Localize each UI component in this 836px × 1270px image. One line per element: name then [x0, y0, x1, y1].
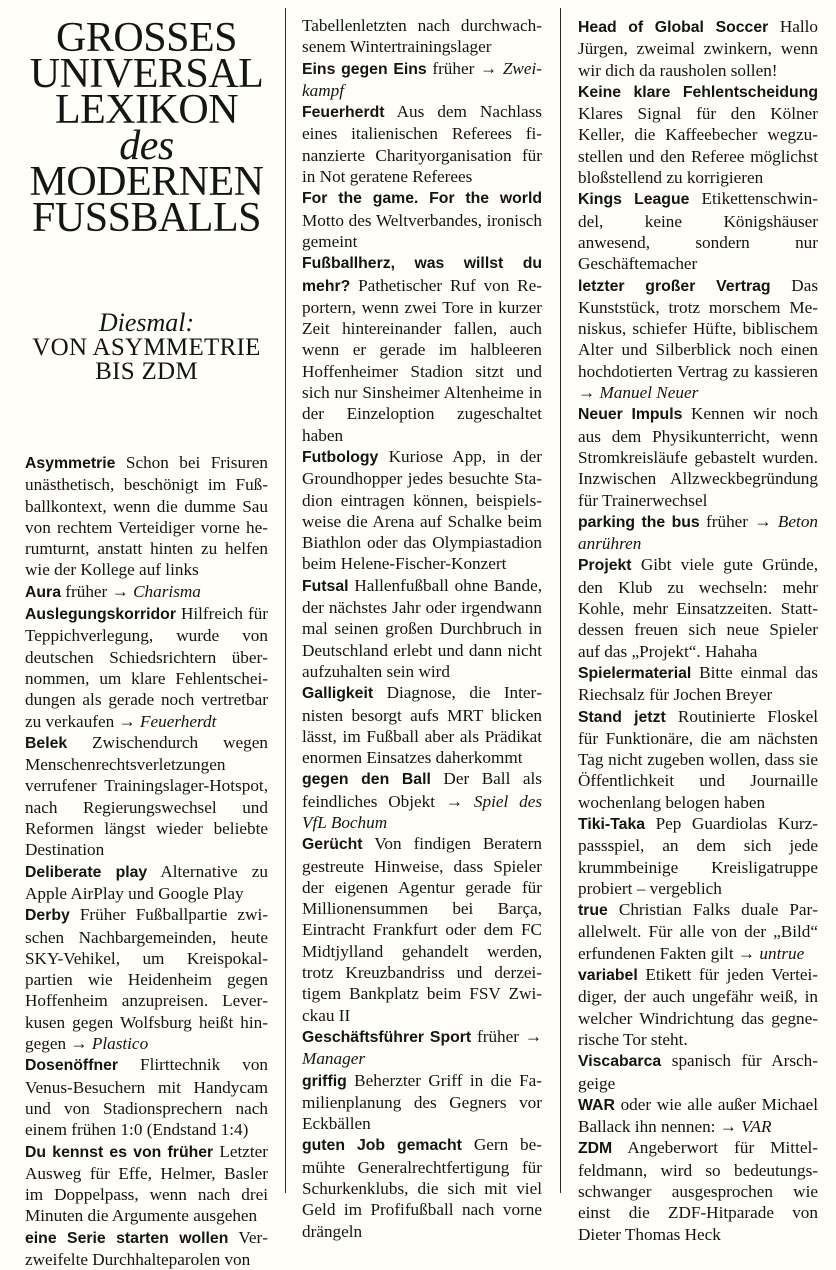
entry-term: Dosenöffner	[25, 1057, 119, 1075]
entry-term: Feuerherdt	[302, 104, 385, 122]
lexicon-entry	[578, 964, 818, 1050]
entry-definition: Hallenfußball ohne Bande, der nächstes Jahr oder irgendwann mal seinen großen Durchbruch in Deutschland erlebt und dann nicht aufzuhalten sein wird	[302, 575, 542, 681]
lexicon-entry	[25, 861, 268, 905]
entry-term: variabel	[578, 967, 638, 985]
see-also-arrow: →	[719, 1117, 737, 1137]
entry-term: Auslegungskorridor	[25, 606, 176, 624]
lexicon-entry	[578, 706, 818, 813]
masthead-line: MODERNEN	[29, 159, 264, 205]
entry-term: Eins gegen Eins	[302, 60, 427, 78]
lexicon-entry	[578, 275, 818, 404]
entry-definition: Alternative zu Apple AirPlay und Google Play	[25, 861, 268, 903]
cross-reference: Beton anrühren	[578, 511, 819, 554]
entry-definition: Beherzter Griff in die Familienplanung des Gegners vor Eckbällen	[302, 1070, 542, 1134]
lexicon-entry	[25, 1141, 268, 1227]
lexicon-entry	[25, 904, 268, 1054]
entry-list	[25, 452, 268, 1270]
entry-term: Derby	[25, 907, 70, 925]
entry-term: Galligkeit	[302, 685, 374, 703]
entry-term: Projekt	[578, 557, 632, 575]
cross-reference: Plastico	[91, 1034, 149, 1054]
cross-reference: Feuerherdt	[140, 711, 217, 731]
entry-list	[302, 0, 542, 1242]
subtitle-line: VON ASYMMETRIE	[32, 334, 261, 361]
masthead-line: UNIVERSAL	[29, 51, 264, 97]
edition-subtitle	[25, 310, 268, 384]
lexicon-entry	[578, 403, 818, 510]
entry-term: Futbology	[302, 448, 379, 466]
entry-definition: früher	[65, 581, 108, 601]
entry-definition: Bitte einmal das Riechsalz für Jochen Breyer	[578, 662, 818, 705]
entry-definition: Gibt viele gute Gründe, den Klub zu wechseln: mehr Kohle, mehr Einsatzzeiten. Stattdessen freuen sich neue Spieler auf das „Projekt“. Hahaha	[578, 555, 818, 661]
lexicon-entry	[578, 1094, 818, 1138]
lexicon-entry	[302, 682, 542, 768]
entry-definition: Der Ball als feindliches Objekt	[302, 769, 542, 811]
entry-term: Tiki-Taka	[578, 815, 646, 833]
cross-reference: Spiel des VfL Bochum	[302, 791, 543, 832]
entry-term: Neuer Impuls	[578, 406, 683, 424]
see-also-arrow: →	[445, 791, 464, 811]
entry-definition: Kuriose App, in der Groundhopper jedes besuchte Stadion eintragen können, beispielsweise die Arena auf Schalke beim Biathlon oder das Olympiastadion beim Helene-Fischer-Konzert	[302, 446, 542, 574]
entry-definition: Gern bemühte Generalrechtfertigung für Schurkenklubs, die sich mit viel Geld im Profifußball nach vorne drängeln	[302, 1135, 542, 1241]
entry-definition: Flirttechnik von Venus-Besuchern mit Handycam und von Stadionsprechern nach einem frühen 1:0 (Endstand 1:4)	[25, 1055, 269, 1140]
lexicon-entry	[578, 511, 818, 555]
entry-definition: Routinierte Floskel für Funktionäre, die am nächsten Tag nicht zugeben wollen, dass sie Öffentlichkeit und Journaille wochenlang belogen haben	[578, 706, 818, 812]
see-also-arrow: →	[737, 943, 756, 963]
entry-term: ZDM	[578, 1140, 613, 1158]
see-also-arrow: →	[70, 1034, 88, 1054]
entry-term: Stand jetzt	[578, 708, 666, 726]
see-also-arrow: →	[754, 511, 772, 531]
entry-definition: Kennen wir noch aus dem Physikunterricht, wenn Stromkreisläufe gebastelt wurden. Inzwischen Allzweckbegründung für Trainerwechsel	[578, 404, 818, 510]
entry-term: Fußballherz, was willst du mehr?	[302, 255, 542, 295]
lexicon-entry	[578, 188, 818, 274]
entry-definition: Motto des Weltverbandes, ironisch gemeint	[302, 210, 542, 251]
entry-definition: früher	[477, 1026, 519, 1046]
lexicon-entry	[25, 1054, 268, 1140]
entry-definition: Christian Falks duale Parallelwelt. Für alle von der „Bild“ erfundenen Fakten gilt	[578, 900, 818, 963]
lexicon-entry	[302, 58, 542, 102]
masthead-line: GROSSES	[56, 15, 237, 61]
entry-definition: spanisch für Arschgeige	[578, 1051, 818, 1093]
entry-term: Kings League	[578, 191, 690, 209]
entry-definition: Etikettenschwindel, keine Königshäuser anwesend, sondern nur Geschäftemacher	[578, 189, 819, 274]
subtitle-line: BIS ZDM	[95, 358, 198, 385]
entry-term: Gerücht	[302, 836, 363, 854]
entry-definition: Pathetischer Ruf von Reportern, wenn zwei Tore in kurzer Zeit hintereinander fallen, auch wenn er gerade im halbleeren Hoffenheimer Stadion sitzt und sich nur Sinsheimer Altenheime in der Einzeloption zugeschaltet haben	[302, 275, 543, 445]
column-3	[578, 0, 818, 1245]
entry-definition: Angeberwort für Mittelfeldmann, wird so bedeutungsschwanger ausgesprochen wie einst die ZDF-Hitparade von Dieter Thomas Heck	[578, 1138, 818, 1244]
cross-reference: Charisma	[133, 581, 201, 601]
entry-definition: Etikett für jeden Verteidiger, der auch ungefähr weiß, in welcher Windrichtung das gegnerische Tor steht.	[578, 965, 819, 1049]
entry-term: Keine klare Fehlentscheidung	[578, 83, 818, 101]
lexicon-entry	[578, 81, 818, 188]
entry-definition: Pep Guardiolas Kurzpassspiel, an dem sich jede krummbeinige Kreisligatruppe probiert – vergeblich	[578, 813, 818, 898]
entry-term: Viscabarca	[578, 1053, 662, 1071]
lexicon-entry	[302, 15, 542, 58]
entry-term: griffig	[302, 1072, 347, 1090]
lexicon-entry	[578, 899, 818, 964]
see-also-arrow: →	[578, 383, 596, 403]
entry-term: Spielermaterial	[578, 664, 692, 682]
lexicon-entry	[578, 662, 818, 706]
entry-definition: früher	[706, 511, 749, 531]
cross-reference: Zweikampf	[302, 58, 542, 100]
entry-definition: Zwischendurch wegen Menschenrechtsverletzungen verrufener Trainingslager-Hotspot, nach Regierungswechsel und Reformen längst wieder beliebte Destination	[25, 732, 268, 860]
entry-term: Head of Global Soccer	[578, 19, 769, 36]
lexicon-entry	[25, 1227, 268, 1270]
entry-definition: Schon bei Frisuren unästhetisch, beschönigt im Fußballkontext, wenn die dumme Sau von rechtem Verteidiger vorne herumturnt, anstatt hinten zu helfen wie der Kollege auf links	[25, 453, 268, 580]
lexicon-entry	[302, 252, 542, 446]
lexicon-entry	[302, 575, 542, 682]
lexicon-entry	[25, 732, 268, 861]
entry-definition: Hilfreich für Teppichverlegung, wurde von deutschen Schiedsrichtern übernommen, um klare Fehlentscheidungen als gerade noch vertretbar zu verkaufen	[25, 604, 269, 731]
entry-term: letzter großer Vertrag	[578, 277, 771, 295]
lexicon-entry	[302, 446, 542, 575]
entry-list	[578, 0, 818, 1245]
column-divider	[560, 8, 561, 1193]
entry-definition: früher	[432, 58, 475, 78]
entry-term: true	[578, 902, 608, 920]
see-also-arrow: →	[480, 58, 498, 78]
masthead-title	[25, 0, 268, 241]
masthead-line: LEXIKON	[54, 87, 239, 133]
lexicon-entry	[578, 554, 818, 661]
see-also-arrow: →	[111, 581, 129, 601]
see-also-arrow: →	[524, 1026, 542, 1046]
lexicon-entry	[302, 833, 542, 1026]
lexicon-entry	[25, 581, 268, 603]
entry-definition: Aus dem Nachlass eines italienischen Referees finanzierte Charityorganisation für in Not geratene Referees	[302, 102, 542, 187]
entry-definition: Das Kunststück, trotz morschem Meniskus, schiefer Hüfte, biblischem Alter und Silberblick noch einen hochdotierten Vertrag zu kassieren	[578, 275, 819, 381]
entry-term: eine Serie starten wollen	[25, 1229, 229, 1247]
entry-definition: Klares Signal für den Kölner Keller, die Kaffeebecher wegzustellen und den Referee möglichst bloßstellend zu korrigieren	[578, 104, 818, 188]
entry-definition: Verzweifelte Durchhalteparolen von	[25, 1227, 268, 1269]
lexicon-entry	[25, 452, 268, 581]
entry-term: Aura	[25, 583, 61, 601]
entry-term: parking the bus	[578, 513, 700, 531]
cross-reference: VAR	[741, 1117, 772, 1137]
lexicon-entry	[302, 1134, 542, 1241]
entry-definition: Hallo Jürgen, zweimal zwinkern, wenn wir dich da rausholen sollen!	[578, 17, 819, 80]
lexicon-entry	[578, 1050, 818, 1094]
entry-term: guten Job gemacht	[302, 1137, 462, 1155]
lexicon-entry	[25, 603, 268, 732]
entry-definition: Tabellenletzten nach durchwachsenem Wintertrainingslager	[302, 16, 542, 57]
column-1	[25, 0, 268, 1270]
lexicon-entry	[302, 1026, 542, 1070]
lexicon-entry	[302, 768, 542, 833]
column-divider	[285, 8, 286, 1193]
subtitle-intro: Diesmal:	[98, 308, 195, 337]
cross-reference: untrue	[759, 943, 805, 963]
entry-term: Futsal	[302, 577, 349, 595]
lexicon-entry	[578, 813, 818, 899]
lexicon-entry	[302, 1070, 542, 1135]
cross-reference: Manager	[302, 1049, 366, 1069]
entry-term: Deliberate play	[25, 863, 148, 881]
entry-term: Asymmetrie	[25, 455, 116, 472]
lexicon-entry	[578, 16, 818, 81]
lexicon-entry	[302, 187, 542, 252]
entry-definition: oder wie alle außer Michael Ballack ihn nennen:	[578, 1094, 818, 1137]
lexicon-entry	[578, 1137, 818, 1244]
column-2	[302, 0, 542, 1242]
entry-term: Belek	[25, 734, 68, 752]
entry-term: WAR	[578, 1096, 615, 1114]
entry-definition: Früher Fußballpartie zwischen Nachbargemeinden, heute SKY-Vehikel, um Kreispokalpartien wie Heidenheim gegen Hoffenheim anzupreisen. Leverkusen gegen Wolfsburg heißt hingegen	[25, 905, 268, 1054]
lexicon-entry	[302, 101, 542, 187]
masthead-italic-word: des	[119, 123, 174, 169]
masthead-line: FUSSBALLS	[32, 195, 261, 241]
cross-reference: Manuel Neuer	[599, 383, 699, 403]
entry-term: Geschäftsführer Sport	[302, 1028, 472, 1046]
entry-term: For the game. For the world	[302, 190, 542, 208]
see-also-arrow: →	[118, 711, 136, 731]
entry-definition: Von findigen Beratern gestreute Hinweise, dass Spieler der eigenen Agentur gerade für Millionensummen bei Barça, Eintracht Frankfurt oder dem FC Midtjylland gehandelt werden, trotz Kreuzbandriss und derzeitigem Bankplatz beim FSV Zwickau II	[302, 834, 542, 1025]
entry-term: gegen den Ball	[302, 771, 431, 789]
entry-definition: Diagnose, die Internisten besorgt aufs MRT blicken lässt, im Fußball aber als Prädikat enormen Einsatzes daherkommt	[302, 683, 542, 768]
entry-definition: Letzter Ausweg für Effe, Helmer, Basler im Doppelpass, wenn nach drei Minuten die Argumente ausgehen	[25, 1141, 268, 1226]
entry-term: Du kennst es von früher	[25, 1143, 214, 1161]
